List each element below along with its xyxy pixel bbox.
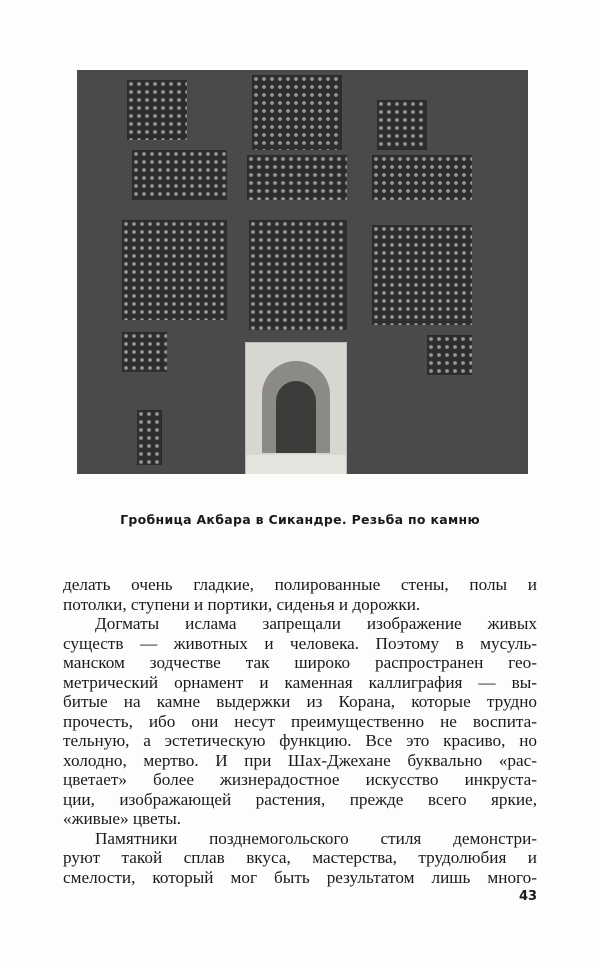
text-line: существ — животных и человека. Поэтому в мусуль- [63,633,537,653]
text-line: потолки, ступени и портики, сиденья и дорожки. [63,594,421,614]
text-line: смелости, который мог быть результатом лишь много- [63,867,537,887]
text-line: манском зодчестве так широко распространен гео- [63,653,537,672]
text-line: руют такой сплав вкуса, мастерства, трудолюбия и [63,848,537,867]
text-line: холодно, мертво. И при Шах-Джехане буквально «рас- [63,750,537,770]
text-line: ции, изображающей растения, прежде всего яркие, [63,789,537,809]
text-line: тельную, а эстетическую функцию. Все это красиво, но [63,731,537,750]
text-line: метрический орнамент и каменная каллиграфия — вы- [63,672,537,692]
photo-carved-stone-lattice [77,70,528,474]
text-line: Догматы ислама запрещали изображение живых [95,614,537,633]
text-line: битые на камне выдержки из Корана, которые трудно [63,692,537,711]
text-line: цветает» более жизнерадостное искусство инкруста- [63,770,537,789]
page-number: 43 [519,889,538,904]
text-line: прочесть, ибо они несут преимущественно не воспита- [63,711,537,731]
body-text [63,575,537,887]
text-line: делать очень гладкие, полированные стены, полы и [63,575,537,594]
doorway-view [245,342,347,474]
text-line: Памятники позднемогольского стиля демонстри- [95,828,537,848]
figure-caption: Гробница Акбара в Сикандре. Резьба по камню [120,512,480,527]
text-line: «живые» цветы. [63,809,182,828]
